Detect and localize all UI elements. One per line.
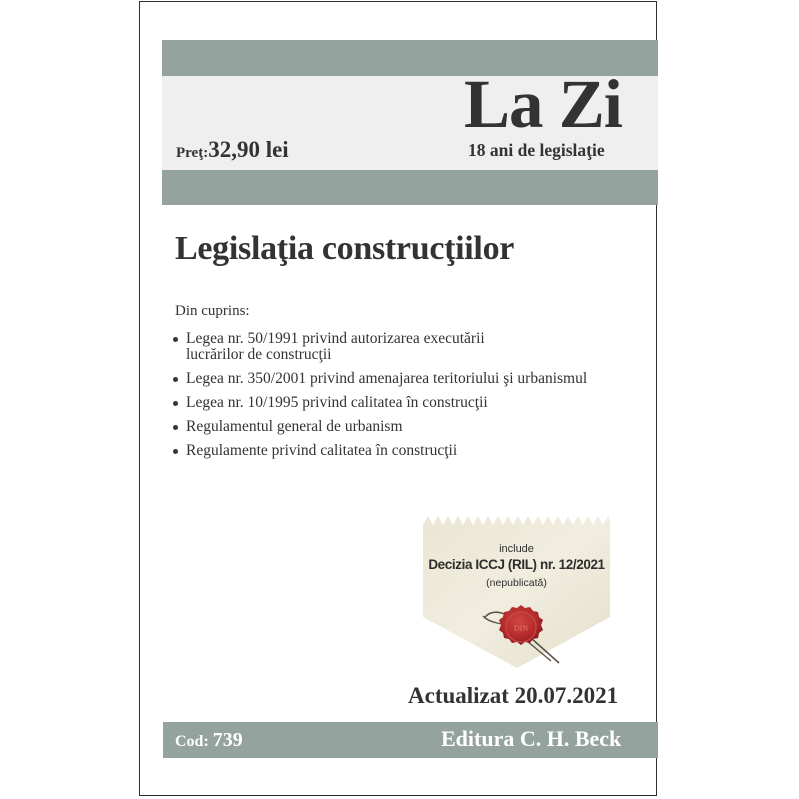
- code-label: Cod:: [175, 733, 209, 750]
- header-band-bottom: [162, 170, 658, 205]
- product-code: [175, 729, 243, 752]
- pennant-icon: [423, 513, 610, 670]
- contents-item: Legea nr. 10/1995 privind calitatea în construcţii: [173, 395, 587, 411]
- bullet-icon: [173, 425, 178, 430]
- includes-badge: [423, 513, 610, 670]
- bullet-icon: [173, 401, 178, 406]
- badge-decision: Decizia ICCJ (RIL) nr. 12/2021: [428, 557, 605, 572]
- contents-item: Regulamentul general de urbanism: [173, 419, 587, 435]
- contents-item: Legea nr. 350/2001 privind amenajarea teritoriului şi urbanismul: [173, 371, 587, 387]
- bullet-icon: [173, 337, 178, 342]
- price: [176, 137, 289, 163]
- badge-include-label: include: [499, 543, 534, 555]
- code-value: 739: [212, 729, 243, 751]
- svg-text:DIN: DIN: [513, 624, 529, 633]
- badge-note: (nepublicată): [486, 577, 547, 589]
- contents-item: Regulamente privind calitatea în construcţii: [173, 443, 587, 459]
- bullet-icon: [173, 377, 178, 382]
- contents-list: [173, 331, 587, 467]
- contents-intro: Din cuprins:: [175, 303, 250, 319]
- series-tagline: 18 ani de legislaţie: [468, 140, 605, 160]
- book-title: Legislaţia construcţiilor: [175, 230, 515, 267]
- price-value: 32,90 lei: [208, 137, 289, 162]
- bullet-icon: [173, 449, 178, 454]
- price-label: Preţ:: [176, 145, 209, 161]
- series-logo: La Zi: [464, 66, 622, 142]
- publisher: Editura C. H. Beck: [441, 726, 622, 751]
- updated-date: Actualizat 20.07.2021: [408, 683, 619, 708]
- contents-item: Legea nr. 50/1991 privind autorizarea executării lucrărilor de construcţii: [173, 331, 587, 363]
